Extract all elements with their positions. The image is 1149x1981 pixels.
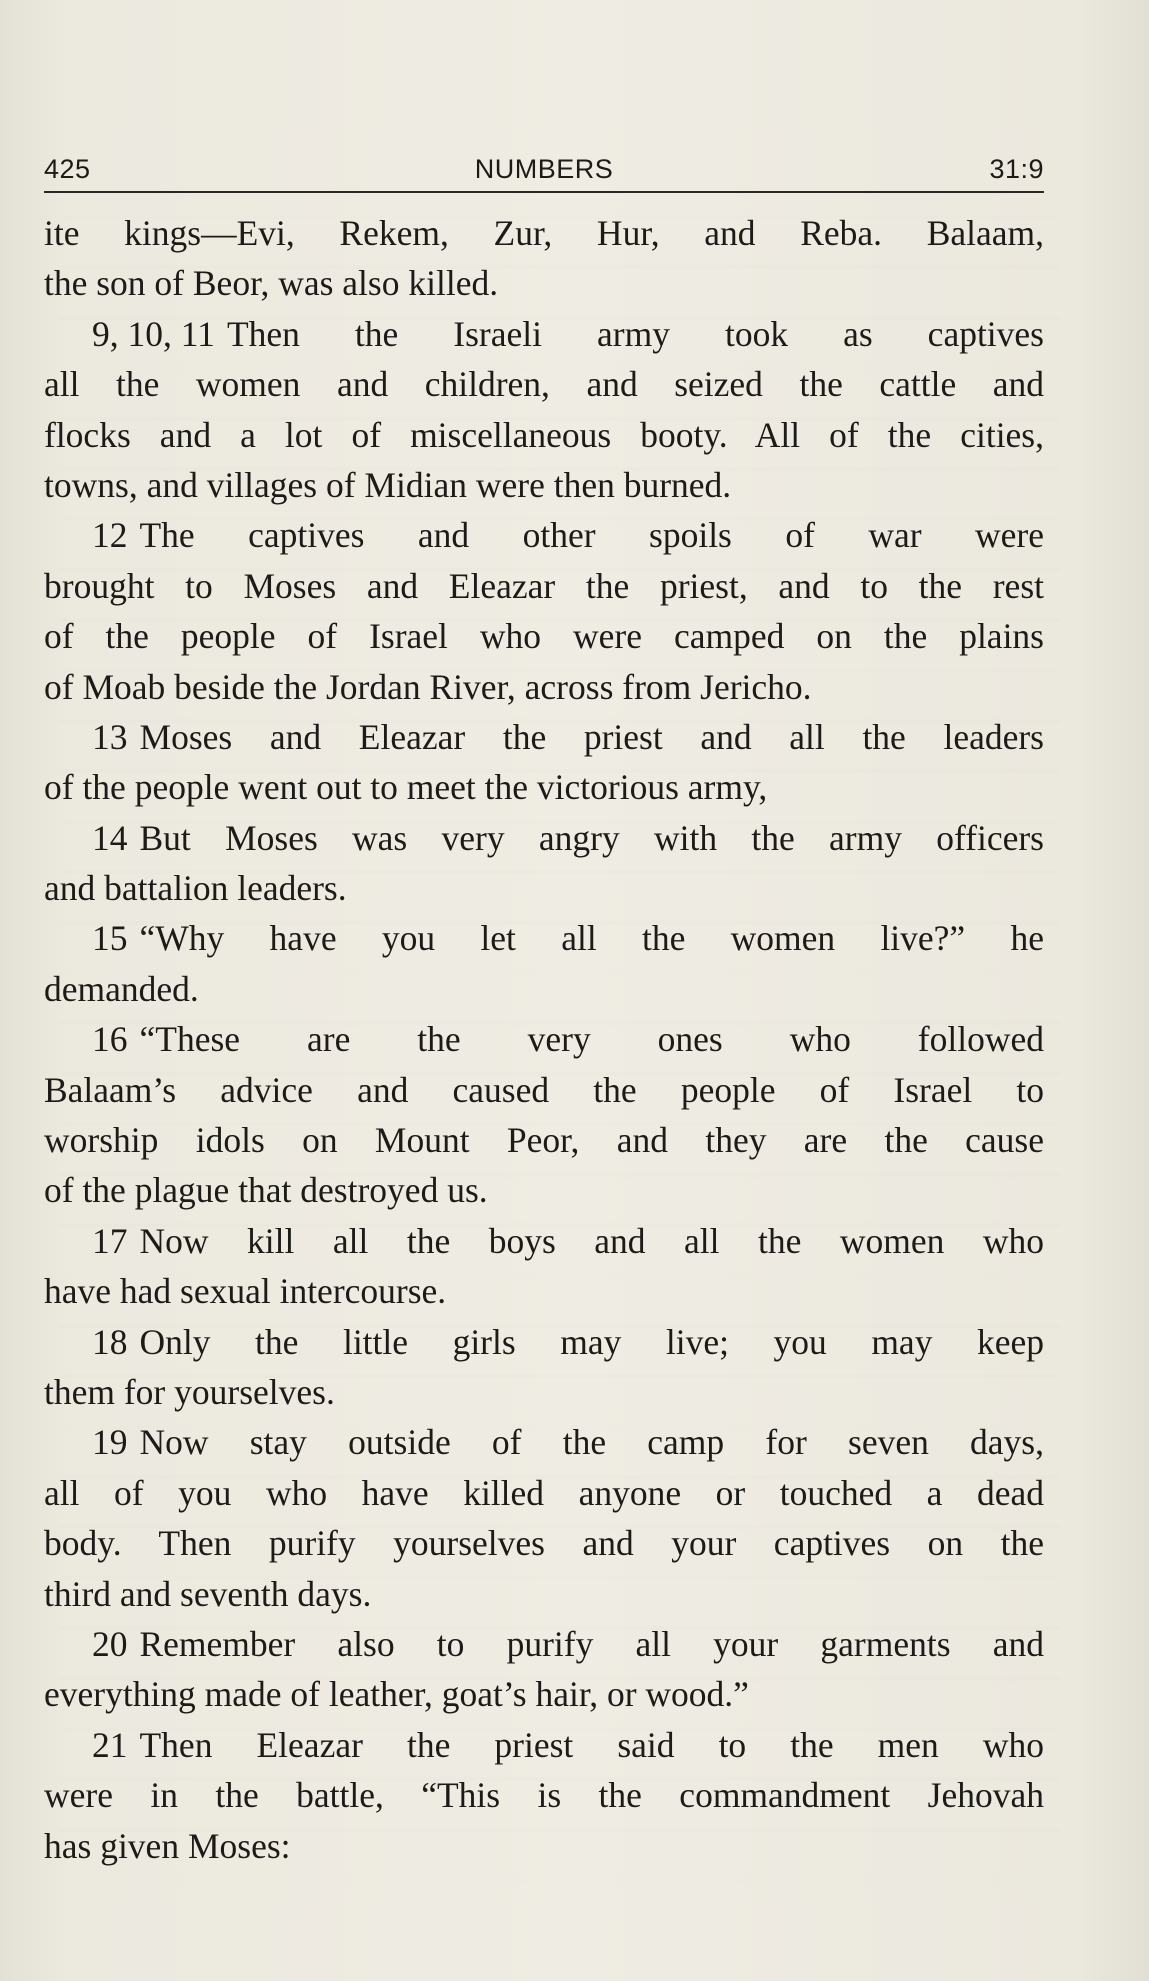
line-text: “These are the very ones who followed (139, 1019, 1044, 1060)
page-number: 425 (44, 154, 91, 184)
text-line (44, 1165, 1044, 1215)
verse-first-line (44, 1317, 1044, 1367)
line-text: all the women and children, and seized the cattle and (44, 364, 1044, 405)
book-title: NUMBERS (474, 154, 614, 184)
text-line (44, 1569, 1044, 1619)
text-line (44, 460, 1044, 510)
body-text (44, 208, 1044, 1871)
line-text: Moses and Eleazar the priest and all the leaders (139, 716, 1044, 757)
verse-first-line (44, 510, 1044, 560)
verse-first-line (44, 1216, 1044, 1266)
line-text: all of you who have killed anyone or touched a dead (44, 1472, 1044, 1513)
line-text: were in the battle, “This is the commandment Jehovah (44, 1775, 1044, 1816)
text-line (44, 662, 1044, 712)
line-text: flocks and a lot of miscellaneous booty. All of the cities, (44, 414, 1044, 455)
text-line (44, 359, 1044, 409)
line-text: But Moses was very angry with the army officers (139, 817, 1044, 858)
text-line (44, 1115, 1044, 1165)
line-text: Only the little girls may live; you may keep (139, 1321, 1044, 1362)
line-text: Remember also to purify all your garments and (139, 1623, 1044, 1664)
verse-first-line (44, 1720, 1044, 1770)
verse-first-line (44, 1014, 1044, 1064)
verse-first-line (44, 1417, 1044, 1467)
text-line (44, 258, 1044, 308)
verse-number: 9, 10, 11 (92, 313, 215, 354)
line-text: third and seventh days. (44, 1573, 372, 1614)
line-text: worship idols on Mount Peor, and they are the cause (44, 1120, 1044, 1161)
text-line (44, 1669, 1044, 1719)
line-text: of the plague that destroyed us. (44, 1170, 488, 1211)
line-text: and battalion leaders. (44, 868, 347, 909)
line-text: ite kings—Evi, Rekem, Zur, Hur, and Reba. Balaam, (44, 213, 1044, 253)
text-line (44, 208, 1044, 258)
text-line (44, 561, 1044, 611)
verse-number: 20 (92, 1623, 128, 1664)
line-text: everything made of leather, goat’s hair, or wood.” (44, 1674, 749, 1715)
text-line (44, 611, 1044, 661)
line-text: of the people of Israel who were camped on the plains (44, 616, 1044, 657)
verse-first-line (44, 913, 1044, 963)
line-text: brought to Moses and Eleazar the priest, and to the rest (44, 565, 1044, 606)
line-text: body. Then purify yourselves and your captives on the (44, 1523, 1044, 1564)
line-text: of Moab beside the Jordan River, across from Jericho. (44, 666, 812, 707)
line-text: has given Moses: (44, 1825, 291, 1866)
line-text: Balaam’s advice and caused the people of Israel to (44, 1069, 1044, 1110)
text-line (44, 1367, 1044, 1417)
verse-number: 15 (92, 918, 128, 959)
line-text: The captives and other spoils of war were (139, 515, 1044, 556)
line-text: Now kill all the boys and all the women who (139, 1220, 1044, 1261)
header-rule (44, 191, 1044, 193)
line-text: “Why have you let all the women live?” he (139, 918, 1044, 959)
verse-number: 14 (92, 817, 128, 858)
verse-number: 17 (92, 1220, 128, 1261)
text-line (44, 964, 1044, 1014)
verse-number: 16 (92, 1019, 128, 1060)
verse-first-line (44, 813, 1044, 863)
verse-number: 21 (92, 1724, 128, 1765)
line-text: have had sexual intercourse. (44, 1271, 447, 1312)
text-line (44, 1468, 1044, 1518)
verse-first-line (44, 712, 1044, 762)
text-line (44, 762, 1044, 812)
line-text: Then the Israeli army took as captives (226, 313, 1044, 354)
verse-number: 18 (92, 1321, 128, 1362)
line-text: demanded. (44, 968, 199, 1009)
verse-number: 19 (92, 1422, 128, 1463)
verse-first-line (44, 309, 1044, 359)
line-text: Now stay outside of the camp for seven days, (139, 1422, 1044, 1463)
line-text: them for yourselves. (44, 1371, 335, 1412)
line-text: the son of Beor, was also killed. (44, 263, 499, 304)
verse-number: 12 (92, 515, 128, 556)
text-line (44, 1770, 1044, 1820)
chapter-verse-reference: 31:9 (989, 154, 1044, 184)
text-line (44, 1518, 1044, 1568)
verse-number: 13 (92, 716, 128, 757)
verse-first-line (44, 1619, 1044, 1669)
text-line (44, 1065, 1044, 1115)
line-text: of the people went out to meet the victorious army, (44, 767, 768, 808)
text-line (44, 1266, 1044, 1316)
line-text: Then Eleazar the priest said to the men who (139, 1724, 1044, 1765)
text-line (44, 863, 1044, 913)
text-line (44, 1821, 1044, 1871)
text-line (44, 410, 1044, 460)
line-text: towns, and villages of Midian were then burned. (44, 464, 732, 505)
